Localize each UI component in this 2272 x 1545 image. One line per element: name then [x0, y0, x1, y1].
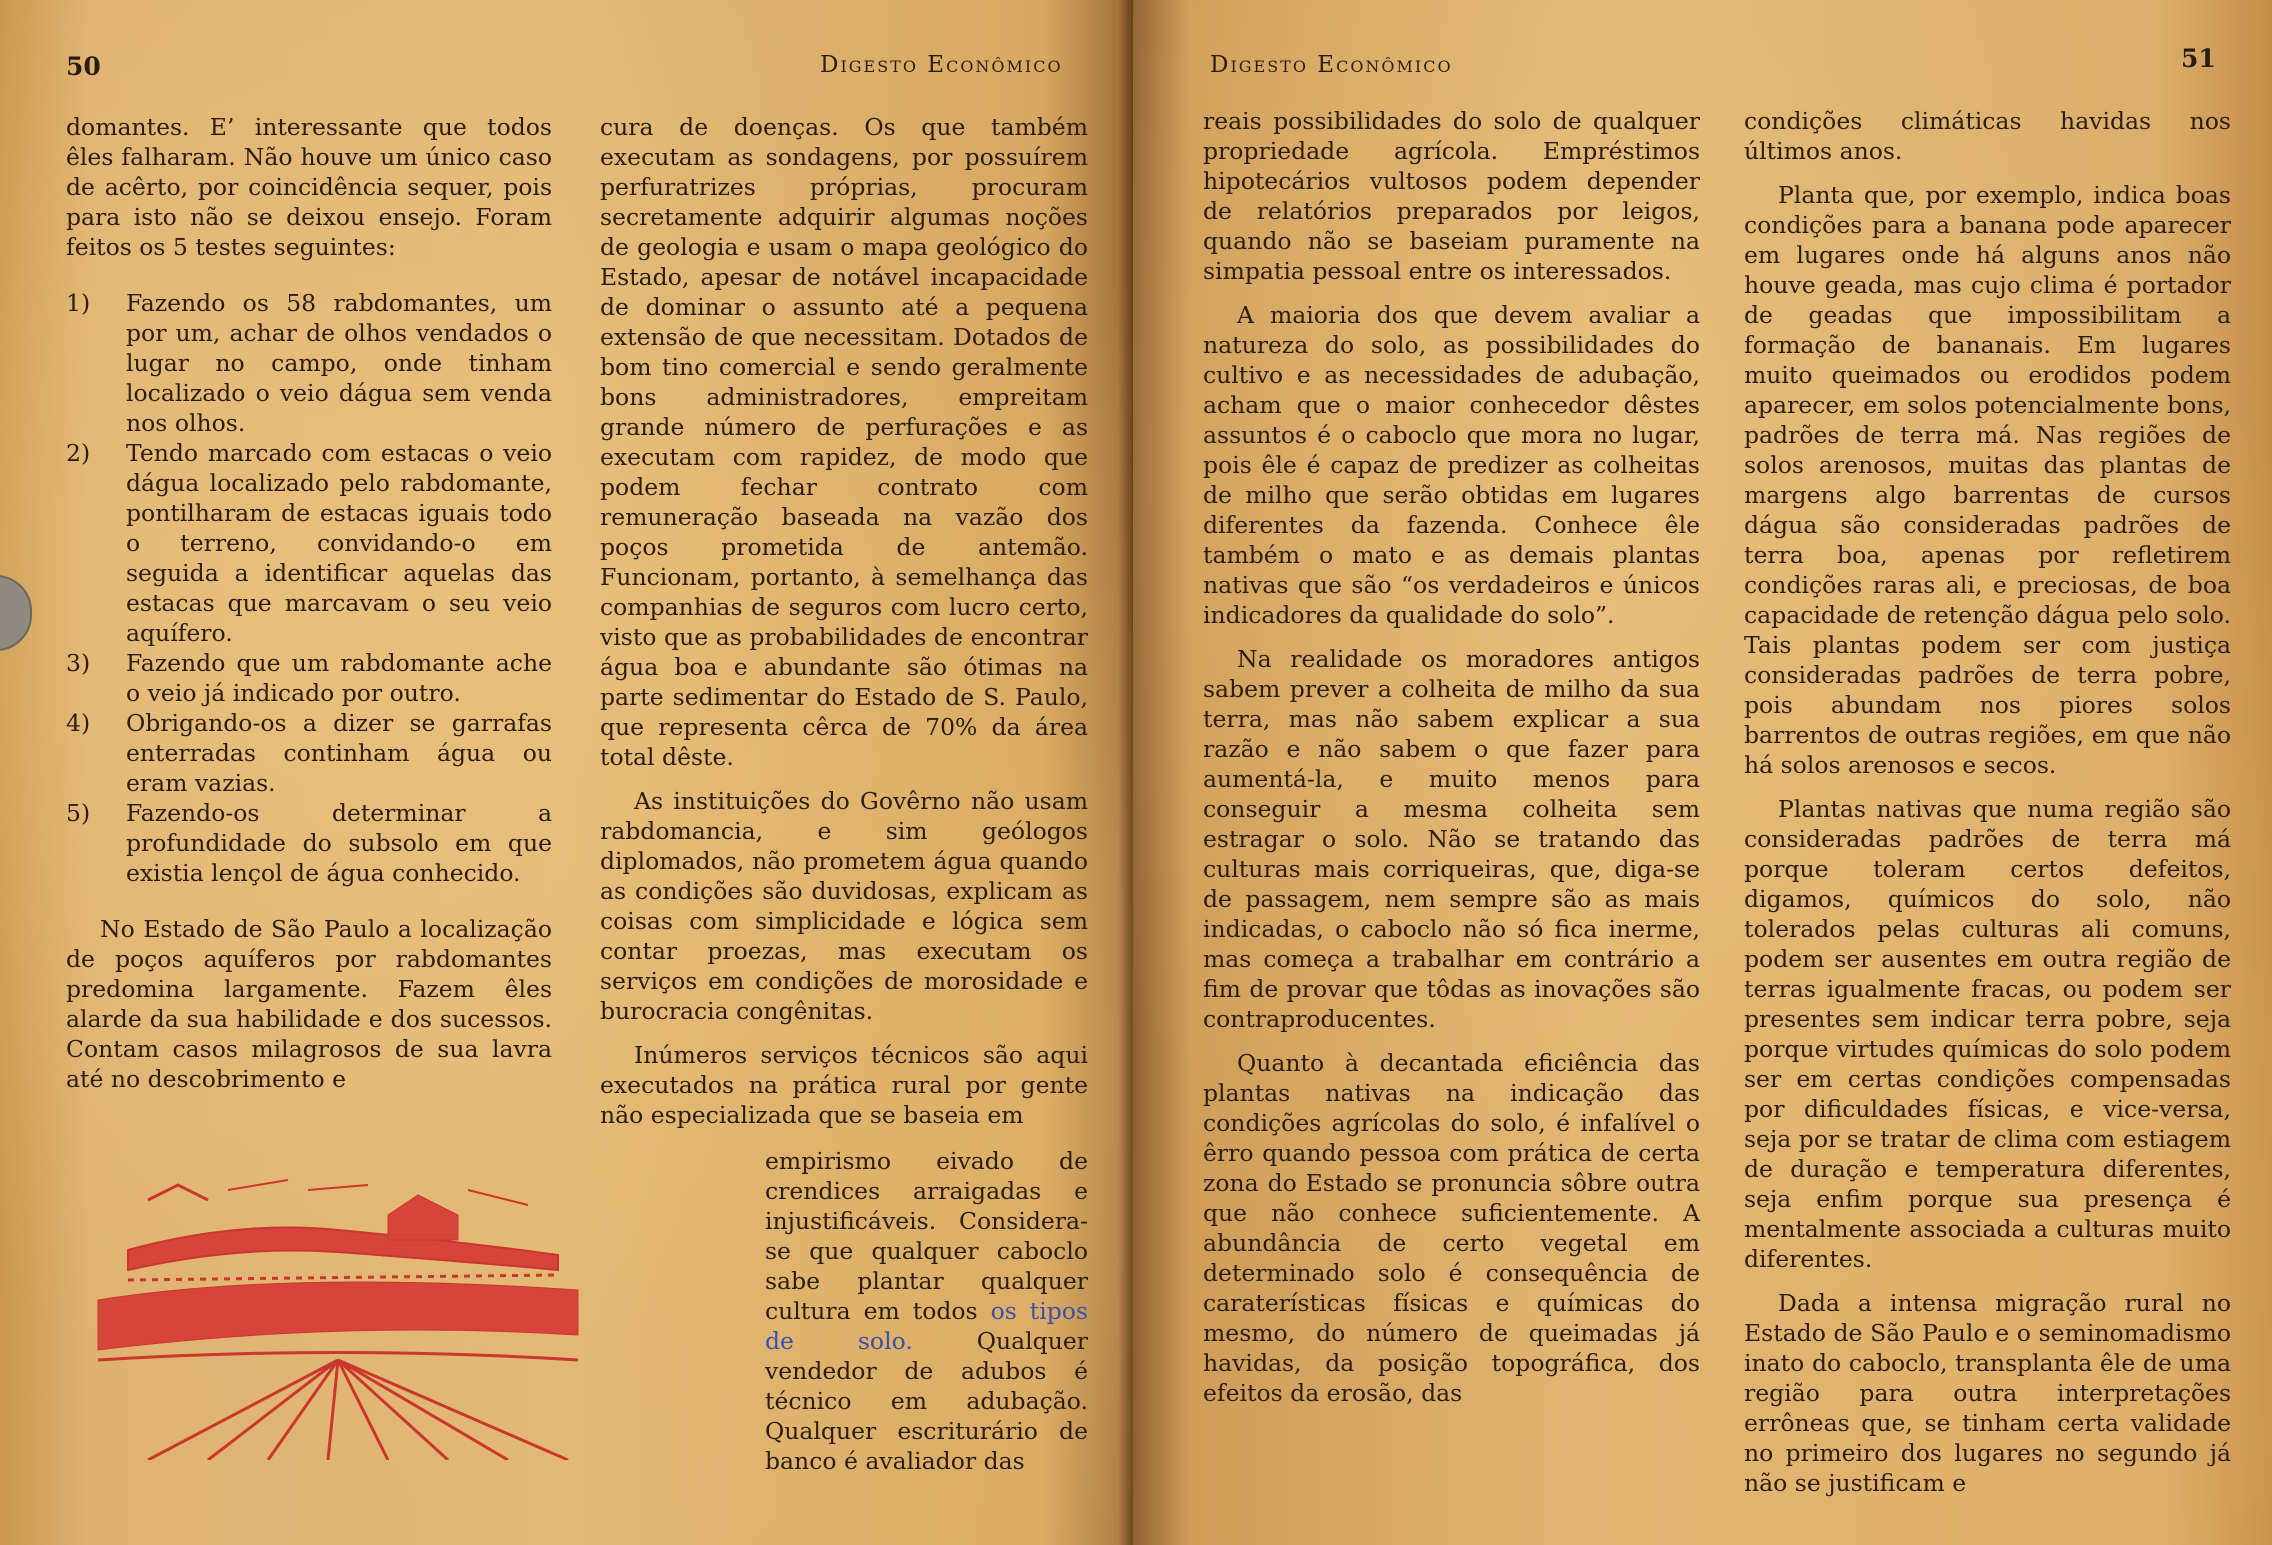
tests-list	[66, 288, 552, 888]
farm-illustration	[88, 1160, 588, 1460]
paragraph: condições climáticas havidas nos últimos anos.	[1744, 107, 2231, 165]
paragraph: Na realidade os moradores antigos sabem prever a colheita de milho da sua terra, mas não sabem explicar a sua razão e não sabem o que fazer para aumentá-la, e muito menos para conseguir a mesma colheita sem estragar o solo. Não se tratando das culturas mais corriqueiras, que, diga-se de passagem, nem sempre são as mais indicadas, o caboclo não só fica inerme, mas começa a trabalhar em contrário a fim de provar que tôdas as inovações são contraproducentes.	[1203, 645, 1700, 1033]
paragraph: Planta que, por exemplo, indica boas condições para a banana pode aparecer em lugares onde há alguns anos não houve geada, mas cujo clima é portador de geadas que impossibilitam a formação de bananais. Em lugares muito queimados ou erodidos podem aparecer, em solos potencialmente bons, padrões de terra má. Nas regiões de solos arenosos, muitas das plantas de margens algo barrentas de cursos dágua são consideradas padrões de terra boa, apenas por refletirem condições raras ali, e preciosas, de boa capacidade de retenção dágua pelo solo. Tais plantas podem ser com justiça consideradas padrões de terra pobre, pois abundam nos piores solos barrentos de outras regiões, em que não há solos arenosos e secos.	[1744, 181, 2231, 779]
list-item: 5) Fazendo-os determinar a profundidade do subsolo em que existia lençol de água conhecido.	[66, 799, 552, 887]
left-column-1	[66, 112, 552, 1094]
running-head-left: Digesto Econômico	[820, 52, 1063, 78]
right-page	[1133, 0, 2272, 1545]
paragraph: Quanto à decantada eficiência das plantas nativas na indicação das condições agrícolas do solo, é infalível o êrro quando pessoa com prática de certa zona do Estado se pronuncia sôbre outra que não conhece suficientemente. A abundância de certo vegetal em determinado solo é consequência de caraterísticas físicas e químicas do mesmo, do número de queimadas já havidas, da posição topográfica, dos efeitos da erosão, das	[1203, 1049, 1700, 1407]
left-column-2	[600, 112, 1088, 1130]
paragraph: Dada a intensa migração rural no Estado de São Paulo e o seminomadismo inato do caboclo, transplanta êle de uma região para outra interpretações errôneas que, se tinham certa validade no primeiro dos lugares no segundo já não se justificam e	[1744, 1289, 2231, 1497]
paragraph: As instituições do Govêrno não usam rabdomancia, e sim geólogos diplomados, não prometem água quando as condições são duvidosas, explicam as coisas com simplicidade e lógica sem contar proezas, mas executam os serviços em condições de morosidade e burocracia congênitas.	[600, 787, 1088, 1025]
list-item: 3) Fazendo que um rabdomante ache o veio já indicado por outro.	[66, 649, 552, 707]
paragraph: Inúmeros serviços técnicos são aqui executados na prática rural por gente não especializada que se baseia em	[600, 1041, 1088, 1129]
intro-paragraph: domantes. E’ interessante que todos êles falharam. Não houve um único caso de acêrto, por coincidência sequer, pois para isto não se deixou ensejo. Foram feitos os 5 testes seguintes:	[66, 113, 552, 261]
paragraph-continued: empirismo eivado de crendices arraigadas e injustificáveis. Considera-se que qualquer caboclo sabe plantar qualquer cultura em todos os tipos de solo. Qualquer vendedor de adubos é técnico em adubação. Qualquer escriturário de banco é avaliador das	[765, 1147, 1089, 1475]
left-page	[0, 0, 1133, 1545]
binder-tab	[0, 575, 32, 651]
paragraph: Plantas nativas que numa região são consideradas padrões de terra má porque toleram certos defeitos, digamos, químicos do solo, não tolerados pelas culturas ali comuns, podem ser ausentes em outra região de terras igualmente fracas, ou podem ser presentes sem indicar terra pobre, seja porque virtudes químicas do solo podem ser em certas condições compensadas por dificuldades físicas, e vice-versa, seja por se tratar de clima com estiagem de duração e temperatura diferentes, seja enfim porque sua presença é mentalmente associada a culturas muito diferentes.	[1744, 795, 2231, 1273]
list-item: 4) Obrigando-os a dizer se garrafas enterradas continham água ou eram vazias.	[66, 709, 552, 797]
page-number-left: 50	[66, 52, 101, 81]
running-head-right: Digesto Econômico	[1210, 52, 1453, 78]
page-number-right: 51	[2181, 44, 2216, 73]
left-column-2-wrap	[765, 1146, 1088, 1476]
paragraph: A maioria dos que devem avaliar a natureza do solo, as possibilidades do cultivo e as necessidades de adubação, acham que o maior conhecedor dêstes assuntos é o caboclo que mora no lugar, pois êle é capaz de predizer as colheitas de milho que serão obtidas em lugares diferentes da fazenda. Conhece êle também o mato e as demais plantas nativas que são “os verdadeiros e únicos indicadores da qualidade do solo”.	[1203, 301, 1700, 629]
right-column-2	[1744, 106, 2231, 1498]
right-column-1	[1203, 106, 1700, 1408]
paragraph: reais possibilidades do solo de qualquer propriedade agrícola. Empréstimos hipotecários vultosos podem depender de relatórios preparados por leigos, quando não se baseiam puramente na simpatia pessoal entre os interessados.	[1203, 107, 1700, 285]
paragraph: cura de doenças. Os que também executam as sondagens, por possuírem perfuratrizes próprias, procuram secretamente adquirir algumas noções de geologia e usam o mapa geológico do Estado, apesar de notável incapacidade de dominar o assunto até a pequena extensão de que necessitam. Dotados de bom tino comercial e sendo geralmente bons administradores, empreitam grande número de perfurações e as executam com rapidez, de modo que podem fechar contrato com remuneração baseada na vazão dos poços prometida de antemão. Funcionam, portanto, à semelhança das companhias de seguros com lucro certo, visto que as probabilidades de encontrar água boa e abundante são ótimas na parte sedimentar do Estado de S. Paulo, que representa cêrca de 70% da área total dêste.	[600, 113, 1088, 771]
sao-paulo-paragraph: No Estado de São Paulo a localização de poços aquíferos por rabdomantes predomina largamente. Fazem êles alarde da sua habilidade e dos sucessos. Contam casos milagrosos de sua lavra até no descobrimento e	[66, 915, 552, 1093]
list-item: 2) Tendo marcado com estacas o veio dágua localizado pelo rabdomante, pontilharam de estacas iguais todo o terreno, convidando-o em seguida a identificar aquelas das estacas que marcavam o seu veio aquífero.	[66, 439, 552, 647]
list-item: 1) Fazendo os 58 rabdomantes, um por um, achar de olhos vendados o lugar no campo, onde tinham localizado o veio dágua sem venda nos olhos.	[66, 289, 552, 437]
